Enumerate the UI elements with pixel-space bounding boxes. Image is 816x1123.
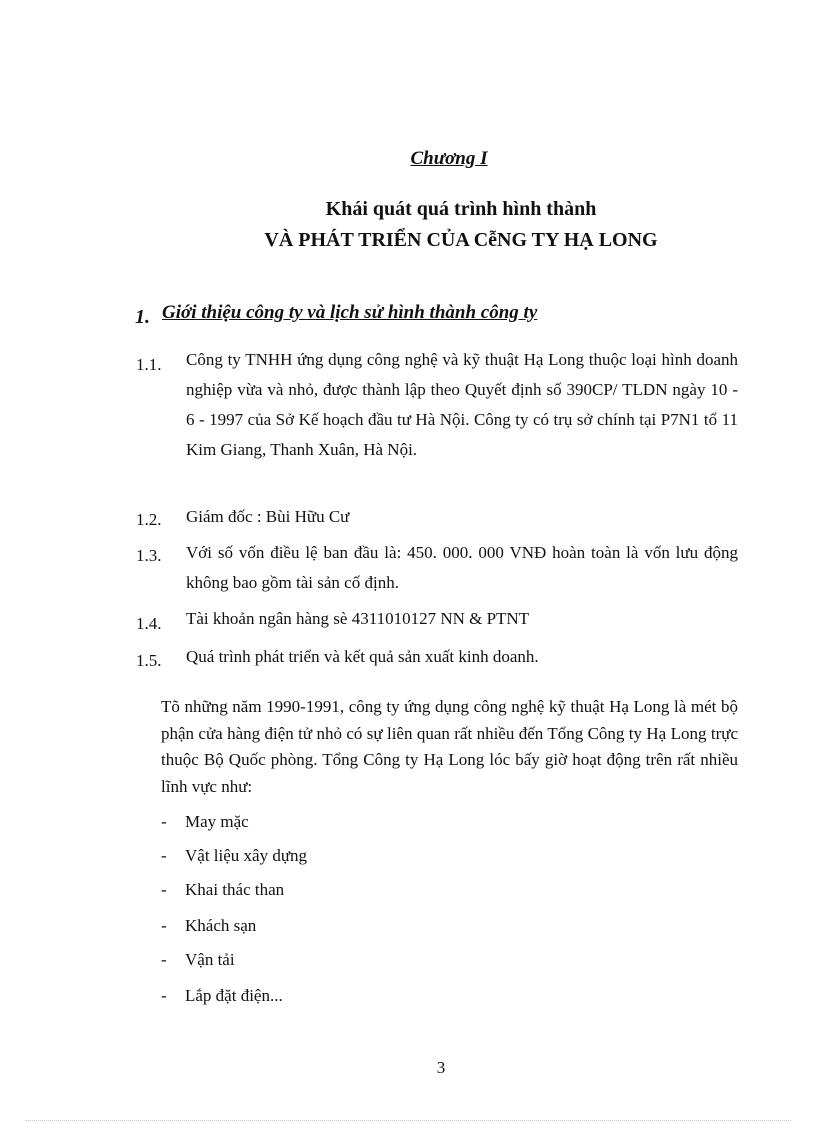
item-number: 1.2. [136, 510, 162, 529]
item-number: 1.3. [136, 546, 162, 565]
body-paragraph: Tõ những năm 1990-1991, công ty ứng dụng công nghệ kỹ thuật Hạ Long là mét bộ phận cửa hàng điện tử nhỏ có sự liên quan rất nhiều đến Tổng Công ty Hạ Long trực thuộc Bộ Quốc phòng. Tổng Công ty Hạ Long lóc bấy giờ hoạt động trên rất nhiều lĩnh vực như: [161, 697, 738, 796]
item-text: Tài khoản ngân hàng sè 4311010127 NN & PTNT [186, 609, 530, 628]
page-bottom-divider [25, 1120, 791, 1121]
bullet-item: Khai thác than [185, 880, 285, 899]
item-text: Quá trình phát triển và kết quả sản xuất kinh doanh. [186, 647, 539, 666]
section-title: Giới thiệu công ty và lịch sử hình thành công ty [162, 302, 538, 323]
chapter-title-line-2: VÀ PHÁT TRIỂN CỦA CễNG TY HẠ LONG [264, 229, 658, 251]
bullet-item: Khách sạn [185, 916, 257, 935]
chapter-title-line-1: Khái quát quá trình hình thành [325, 198, 597, 220]
bullet-dash: - [161, 812, 167, 831]
bullet-dash: - [161, 950, 167, 969]
page-number: 3 [436, 1058, 446, 1077]
bullet-item: May mặc [185, 812, 249, 831]
item-text: Công ty TNHH ứng dụng công nghệ và kỹ thuật Hạ Long thuộc loại hình doanh nghiệp vừa và nhỏ, được thành lập theo Quyết định số 390CP/ TLDN ngày 10 - 6 - 1997 của Sở Kế hoạch đầu tư Hà Nội. Công ty có trụ sở chính tại P7N1 tổ 11 Kim Giang, Thanh Xuân, Hà Nội. [186, 350, 738, 459]
section-number: 1. [135, 306, 150, 328]
item-text: Với số vốn điều lệ ban đầu là: 450. 000. 000 VNĐ hoàn toàn là vốn lưu động không bao gồm tài sản cố định. [186, 543, 738, 592]
item-text: Giám đốc : Bùi Hữu Cư [186, 507, 350, 526]
item-number: 1.1. [136, 355, 162, 374]
bullet-dash: - [161, 916, 167, 935]
item-number: 1.4. [136, 614, 162, 633]
bullet-item: Vận tải [185, 950, 235, 969]
item-number: 1.5. [136, 651, 162, 670]
chapter-label: Chương I [410, 148, 488, 169]
bullet-dash: - [161, 846, 167, 865]
bullet-dash: - [161, 986, 167, 1005]
bullet-item: Vật liệu xây dựng [185, 846, 308, 865]
bullet-dash: - [161, 880, 167, 899]
bullet-item: Lắp đặt điện... [185, 986, 283, 1005]
